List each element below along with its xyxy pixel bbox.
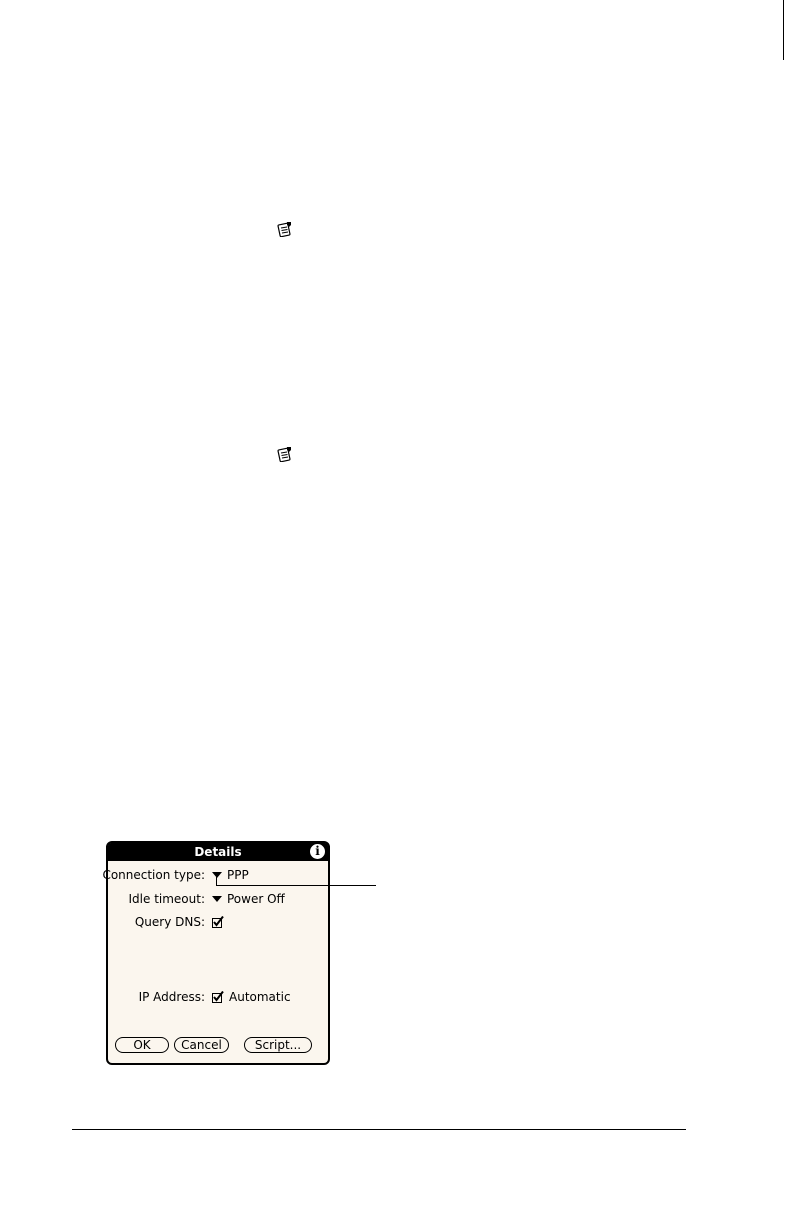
- menu-icon: [277, 221, 293, 237]
- dialog-title: Details: [194, 845, 242, 859]
- idle-timeout-label: Idle timeout:: [128, 892, 205, 906]
- checkbox-checked-icon: [212, 991, 224, 1003]
- callout-line: [216, 885, 376, 886]
- page-edge-rule: [783, 0, 784, 60]
- details-dialog: [102, 841, 330, 1065]
- query-dns-checkbox[interactable]: [212, 914, 229, 930]
- checkbox-checked-icon: [212, 916, 224, 928]
- connection-type-value: PPP: [227, 868, 249, 882]
- script-button[interactable]: Script...: [244, 1037, 312, 1053]
- ip-address-value: Automatic: [229, 990, 291, 1004]
- menu-icon: [277, 446, 293, 462]
- connection-type-picker[interactable]: [212, 867, 249, 883]
- idle-timeout-picker[interactable]: [212, 891, 285, 907]
- query-dns-row: [108, 914, 328, 930]
- footer-rule: [72, 1129, 686, 1130]
- info-icon[interactable]: [310, 844, 325, 859]
- triangle-down-icon: [212, 896, 222, 902]
- connection-type-label: Connection type:: [102, 868, 205, 882]
- idle-timeout-row: [108, 891, 328, 907]
- ip-address-checkbox[interactable]: [212, 989, 291, 1005]
- ip-address-row: [108, 989, 328, 1005]
- query-dns-label: Query DNS:: [134, 915, 205, 929]
- info-glyph: i: [315, 844, 320, 858]
- dialog-titlebar: [108, 843, 328, 861]
- ip-address-label: IP Address:: [138, 990, 205, 1004]
- ok-button[interactable]: OK: [115, 1037, 169, 1053]
- connection-type-row: [102, 867, 328, 883]
- cancel-button[interactable]: Cancel: [174, 1037, 229, 1053]
- idle-timeout-value: Power Off: [227, 892, 285, 906]
- triangle-down-icon: [212, 872, 222, 878]
